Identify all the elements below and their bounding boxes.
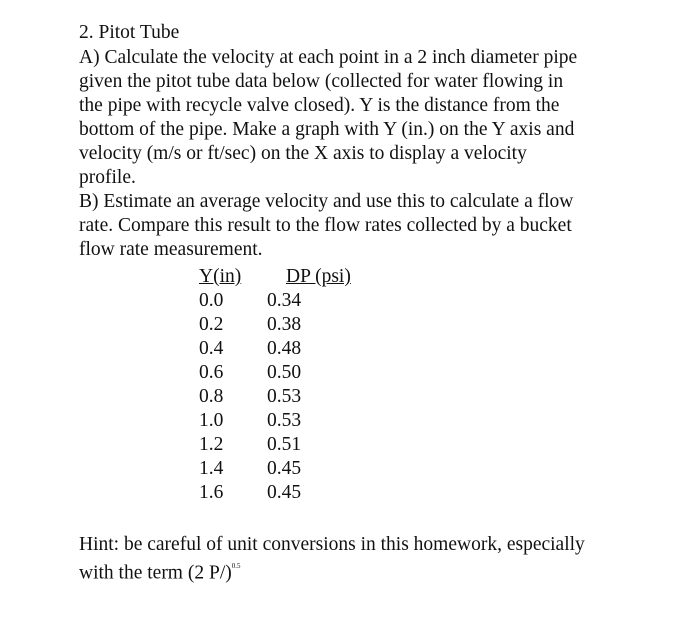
- table-cell-dp: 0.53: [267, 410, 302, 431]
- table-cell-y: 0.8: [199, 386, 224, 407]
- table-cell-y: 1.2: [199, 434, 224, 455]
- table-cell-dp: 0.53: [267, 386, 302, 407]
- table-cell-dp: 0.51: [267, 434, 302, 455]
- part-b-line-1: B) Estimate an average velocity and use this to calculate a flow: [79, 191, 574, 212]
- part-b-line-2: rate. Compare this result to the flow rates collected by a bucket: [79, 215, 572, 236]
- part-a-line-1: A) Calculate the velocity at each point in a 2 inch diameter pipe: [79, 47, 578, 68]
- part-a-line-6: profile.: [79, 167, 136, 188]
- table-cell-dp: 0.45: [267, 482, 302, 503]
- table-cell-y: 0.0: [199, 290, 224, 311]
- table-cell-y: 0.4: [199, 338, 224, 359]
- table-cell-dp: 0.34: [267, 290, 302, 311]
- table-header-dp: DP (psi): [286, 266, 351, 287]
- part-a-line-4: bottom of the pipe. Make a graph with Y (in.) on the Y axis and: [79, 119, 575, 140]
- table-cell-y: 0.6: [199, 362, 224, 383]
- table-cell-y: 0.2: [199, 314, 224, 335]
- hint-formula-text: with the term (2 P/): [79, 562, 232, 584]
- part-b-line-3: flow rate measurement.: [79, 239, 263, 260]
- table-header-y: Y(in): [199, 266, 242, 287]
- hint-exponent: 0.5: [231, 562, 241, 570]
- part-a-line-3: the pipe with recycle valve closed). Y is the distance from the: [79, 95, 560, 116]
- hint-line-1: Hint: be careful of unit conversions in this homework, especially: [79, 534, 585, 555]
- table-cell-dp: 0.38: [267, 314, 302, 335]
- table-cell-dp: 0.48: [267, 338, 302, 359]
- table-cell-y: 1.4: [199, 458, 224, 479]
- part-a-line-2: given the pitot tube data below (collected for water flowing in: [79, 71, 564, 92]
- section-title: 2. Pitot Tube: [79, 22, 180, 43]
- table-cell-y: 1.6: [199, 482, 224, 503]
- table-cell-dp: 0.45: [267, 458, 302, 479]
- table-cell-y: 1.0: [199, 410, 224, 431]
- hint-line-2: [79, 557, 240, 586]
- table-cell-dp: 0.50: [267, 362, 302, 383]
- part-a-line-5: velocity (m/s or ft/sec) on the X axis to display a velocity: [79, 143, 527, 164]
